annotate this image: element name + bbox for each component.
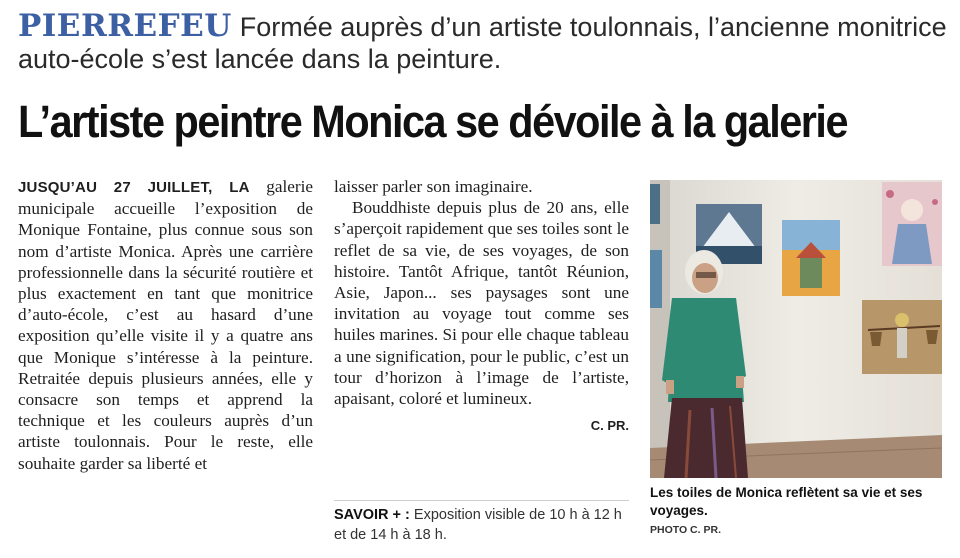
article-column-1 bbox=[18, 176, 313, 474]
paragraph-1-end: laisser parler son imaginaire. bbox=[334, 177, 533, 196]
article-photo bbox=[650, 180, 942, 478]
painting-vendor bbox=[862, 300, 942, 374]
painting-edge bbox=[650, 184, 660, 224]
photo-credit: PHOTO C. PR. bbox=[650, 524, 721, 536]
lead-in: JUSQU’AU 27 JUILLET, LA bbox=[18, 179, 250, 196]
painting-edge-2 bbox=[650, 250, 662, 308]
kicker-text: Formée auprès d’un artiste toulonnais, l’ancienne monitrice auto-école s’est lancée dans la peinture. bbox=[18, 12, 947, 74]
paragraph-1-text: galerie municipale accueille l’exposition de Monique Fontaine, plus connue sous son nom d’artiste Monica. Après une carrière professionnelle dans la sécurité routière et plus exactement en tant que monitrice d’auto-école, c’est au hasard d’une exposition qu’elle visite il y a quatre ans que Monique s’intéresse à la peinture. Retraitée depuis plusieurs années, elle y consacre son temps et apprend la technique et les couleurs auprès d’un artiste toulonnais. Pour le reste, elle souhaite garder sa liberté et bbox=[18, 177, 313, 473]
author-signature: C. PR. bbox=[590, 418, 629, 434]
gallery-scene bbox=[650, 180, 942, 478]
paragraph-2: Bouddhiste depuis plus de 20 ans, elle s’aperçoit rapidement que ses toiles sont le reflet de sa vie, de ses voyages, de son histoire. Tantôt Afrique, tantôt Réunion, Asie, Japon... ses paysages sont une invitation au voyage tout comme ses huiles marines. Si pour elle chaque tableau a une signification, pour le public, c’est un tour d’horizon à l’image de l’artiste, apaisant, coloré et lumineux. bbox=[334, 198, 629, 409]
paragraph-1 bbox=[18, 176, 313, 474]
location-label: PIERREFEU bbox=[18, 8, 232, 44]
kicker bbox=[18, 10, 948, 75]
savoir-text: Exposition visible de 10 h à 12 h et de 14 h à 18 h. bbox=[334, 507, 622, 543]
headline: L’artiste peintre Monica se dévoile à la galerie bbox=[18, 96, 848, 147]
savoir-label: SAVOIR + : bbox=[334, 507, 410, 523]
article-column-2 bbox=[334, 176, 629, 436]
savoir-box bbox=[334, 500, 629, 545]
painting-geisha bbox=[882, 182, 942, 266]
painting-pagoda bbox=[782, 220, 840, 296]
photo-caption: Les toiles de Monica reflètent sa vie et ses voyages. bbox=[650, 485, 923, 518]
